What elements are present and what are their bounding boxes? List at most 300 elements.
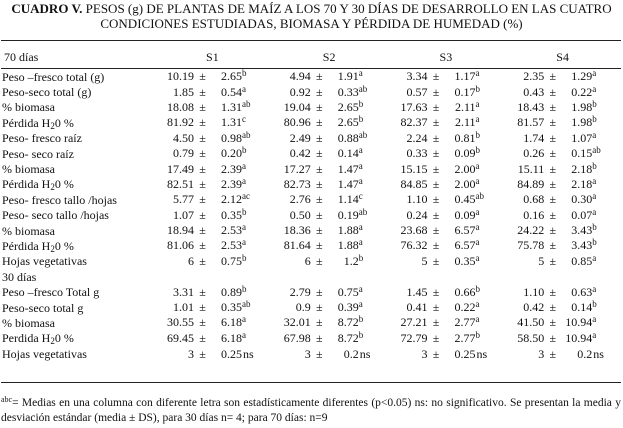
value-cell-content — [154, 131, 271, 146]
mean-value: 2.79 — [289, 284, 311, 299]
row-label-tail: 0 % — [54, 115, 74, 130]
sd-value: 0.22 — [571, 84, 593, 99]
plus-minus-symbol: ± — [199, 223, 206, 238]
mean-value: 1.74 — [523, 130, 545, 145]
mean-value: 1.85 — [173, 84, 194, 99]
significance-letter: a — [475, 222, 480, 233]
value-cell — [271, 100, 388, 115]
top-rule — [1, 40, 621, 41]
value-cell — [154, 254, 271, 269]
value-cell-content — [154, 315, 271, 330]
value-cell-content — [154, 115, 271, 130]
significance-letter: b — [358, 252, 364, 263]
plus-minus-symbol: ± — [199, 69, 206, 84]
footnote-superscript: abc — [1, 395, 13, 404]
significance-letter: b — [592, 299, 597, 310]
value-cell — [154, 238, 271, 253]
significance-letter: a — [592, 329, 597, 340]
mean-value: 2.76 — [289, 192, 311, 207]
sd-value: 0.30 — [571, 192, 593, 207]
significance-letter: a — [475, 160, 480, 171]
mean-value: 69.45 — [167, 330, 194, 345]
row-label — [2, 284, 154, 299]
significance-letter: b — [592, 98, 597, 109]
value-cell — [271, 238, 388, 253]
plus-minus-symbol: ± — [549, 300, 557, 315]
significance-letter: b — [475, 145, 480, 156]
plus-minus-symbol: ± — [432, 330, 440, 345]
row-label — [2, 146, 154, 161]
plus-minus-symbol: ± — [549, 176, 557, 191]
value-cell-content — [504, 177, 621, 192]
plus-minus-symbol: ± — [432, 253, 440, 268]
sd-value: 8.72 — [337, 315, 359, 330]
sd-value: 2.53 — [221, 223, 242, 238]
table-row — [2, 300, 621, 315]
plus-minus-symbol: ± — [432, 115, 440, 130]
sd-value: 1.47 — [337, 161, 359, 176]
value-cell-content — [154, 238, 271, 253]
value-cell-content — [271, 85, 388, 100]
significance-letter: a — [358, 222, 363, 233]
plus-minus-symbol: ± — [315, 161, 323, 176]
plus-minus-symbol: ± — [549, 192, 557, 207]
sd-value: 6.57 — [454, 238, 476, 253]
row-label-text: Pérdida H — [2, 177, 51, 192]
sd-value: 2.00 — [454, 176, 476, 191]
value-cell — [388, 284, 505, 299]
mean-value: 41.50 — [517, 315, 545, 330]
sd-value: 0.75 — [221, 253, 242, 268]
value-cell — [388, 238, 505, 253]
plus-minus-symbol: ± — [549, 161, 557, 176]
row-label-subscript: 2 — [50, 120, 55, 131]
significance-label: ns — [476, 346, 488, 361]
value-cell-content — [271, 100, 388, 115]
significance-letter: b — [242, 68, 247, 79]
plus-minus-symbol: ± — [315, 192, 323, 207]
value-cell — [271, 192, 388, 207]
plus-minus-symbol: ± — [315, 346, 323, 361]
table-title-line2: CONDICIONES ESTUDIADAS, BIOMASA Y PÉRDIDA DE HUMEDAD (%) — [100, 16, 523, 31]
row-label — [2, 161, 154, 176]
value-cell — [271, 161, 388, 176]
value-cell-content — [271, 162, 388, 177]
mean-value: 6 — [304, 253, 311, 268]
data-table — [2, 45, 621, 361]
value-cell — [388, 146, 505, 161]
significance-letter: b — [358, 314, 364, 325]
plus-minus-symbol: ± — [549, 84, 557, 99]
mean-value: 0.42 — [523, 300, 545, 315]
row-label — [2, 115, 154, 130]
sd-value: 0.89 — [221, 284, 242, 299]
period-label-30: 30 días — [2, 269, 37, 284]
value-cell — [271, 115, 388, 130]
mean-value: 19.04 — [283, 99, 311, 114]
mean-value: 18.08 — [167, 99, 194, 114]
value-cell — [154, 346, 271, 361]
value-cell — [388, 115, 505, 130]
significance-letter: ab — [358, 206, 368, 217]
sd-value: 6.18 — [221, 330, 242, 345]
value-cell — [271, 300, 388, 315]
significance-letter: a — [242, 237, 246, 248]
value-cell-content — [271, 146, 388, 161]
mean-value: 27.21 — [400, 315, 428, 330]
significance-letter: a — [592, 68, 597, 79]
significance-letter: a — [475, 314, 480, 325]
header-s2: S2 — [322, 49, 336, 64]
plus-minus-symbol: ± — [432, 130, 440, 145]
value-cell-content — [504, 254, 621, 269]
value-cell — [504, 331, 621, 346]
plus-minus-symbol: ± — [432, 315, 440, 330]
mean-value: 24.22 — [517, 223, 545, 238]
value-cell — [271, 177, 388, 192]
significance-letter: b — [358, 329, 364, 340]
significance-letter: b — [475, 283, 480, 294]
plus-minus-symbol: ± — [549, 223, 557, 238]
value-cell-content — [271, 208, 388, 223]
table-row — [2, 192, 621, 207]
mean-value: 2.49 — [289, 130, 311, 145]
significance-letter: b — [475, 329, 480, 340]
value-cell — [271, 84, 388, 99]
value-cell — [271, 69, 388, 84]
value-cell-content — [388, 85, 505, 100]
sd-value: 6.57 — [454, 223, 476, 238]
header-s4: S4 — [556, 49, 569, 64]
table-row — [2, 346, 621, 361]
mean-value: 84.85 — [400, 176, 428, 191]
sd-value: 2.11 — [454, 99, 476, 114]
mean-value: 2.24 — [406, 130, 428, 145]
row-label-text: Peso –fresco total (g) — [2, 69, 105, 84]
sd-value: 0.75 — [337, 284, 359, 299]
value-cell — [388, 69, 505, 84]
sd-value: 2.39 — [221, 176, 242, 191]
value-cell — [504, 300, 621, 315]
sd-value: 0.35 — [221, 300, 242, 315]
value-cell — [154, 84, 271, 99]
row-label-text: Peso- fresco raíz — [2, 131, 82, 146]
significance-letter: a — [242, 222, 246, 233]
row-label-text: % biomasa — [2, 100, 55, 115]
value-cell-content — [388, 285, 505, 300]
mean-value: 0.79 — [173, 146, 194, 161]
value-cell — [154, 100, 271, 115]
sd-value: 0.17 — [454, 84, 476, 99]
table-row — [2, 238, 621, 253]
sd-value: 10.94 — [565, 330, 593, 345]
value-cell — [388, 100, 505, 115]
sd-value: 0.14 — [571, 300, 593, 315]
significance-letter: b — [592, 114, 597, 125]
value-cell-content — [504, 69, 621, 84]
sd-value: 1.07 — [571, 130, 593, 145]
mean-value: 84.89 — [517, 176, 545, 191]
value-cell-content — [504, 347, 621, 361]
table-body — [2, 69, 621, 361]
plus-minus-symbol: ± — [315, 300, 323, 315]
mean-value: 72.79 — [400, 330, 428, 345]
row-label — [2, 84, 154, 99]
plus-minus-symbol: ± — [549, 284, 557, 299]
plus-minus-symbol: ± — [432, 284, 440, 299]
plus-minus-symbol: ± — [199, 161, 206, 176]
sd-value: 2.65 — [337, 115, 359, 130]
value-cell-content — [388, 300, 505, 315]
sd-value: 0.25 — [454, 346, 476, 361]
sd-value: 3.43 — [571, 223, 593, 238]
row-label-text: Peso-seco total g — [2, 300, 84, 315]
plus-minus-symbol: ± — [432, 69, 440, 84]
value-cell-content — [154, 69, 271, 84]
mean-value: 81.92 — [167, 115, 194, 130]
value-cell — [271, 331, 388, 346]
mean-value: 0.43 — [523, 84, 545, 99]
significance-letter: a — [475, 252, 480, 263]
row-label-text: Hojas vegetativas — [2, 346, 87, 361]
value-cell-content — [271, 285, 388, 300]
value-cell-content — [271, 300, 388, 315]
significance-label: ns — [243, 346, 254, 361]
significance-letter: a — [475, 98, 480, 109]
table-row — [2, 284, 621, 299]
table-title-line1: PESOS (g) DE PLANTAS DE MAÍZ A LOS 70 Y 30 DÍAS DE DESARROLLO EN LAS CUATRO — [85, 1, 612, 16]
value-cell — [504, 284, 621, 299]
table-row — [2, 115, 621, 130]
sd-value: 0.09 — [454, 207, 476, 222]
value-cell-content — [504, 315, 621, 330]
table-row — [2, 315, 621, 330]
plus-minus-symbol: ± — [315, 238, 323, 253]
significance-letter: a — [242, 329, 246, 340]
value-cell-content — [504, 100, 621, 115]
value-cell — [154, 300, 271, 315]
table-title-label: CUADRO V. — [11, 1, 83, 16]
significance-letter: b — [592, 160, 597, 171]
sd-value: 0.98 — [221, 130, 242, 145]
plus-minus-symbol: ± — [315, 223, 323, 238]
value-cell-content — [388, 223, 505, 238]
plus-minus-symbol: ± — [199, 130, 206, 145]
row-label-tail: 0 % — [54, 177, 74, 192]
significance-letter: b — [242, 252, 247, 263]
value-cell-content — [388, 208, 505, 223]
value-cell — [271, 284, 388, 299]
row-label-subscript: 2 — [50, 336, 55, 347]
significance-letter: a — [242, 83, 246, 94]
significance-letter: b — [592, 237, 597, 248]
significance-letter: a — [358, 160, 363, 171]
mean-value: 17.27 — [283, 161, 311, 176]
plus-minus-symbol: ± — [549, 346, 557, 361]
mean-value: 0.57 — [406, 84, 428, 99]
value-cell-content — [388, 177, 505, 192]
row-label — [2, 223, 154, 238]
bottom-rule — [1, 382, 621, 383]
value-cell — [504, 146, 621, 161]
sd-value: 0.88 — [337, 130, 359, 145]
sd-value: 0.2 — [343, 346, 359, 361]
plus-minus-symbol: ± — [432, 146, 440, 161]
sd-value: 0.2 — [577, 346, 593, 361]
significance-letter: a — [475, 237, 480, 248]
significance-letter: a — [358, 175, 363, 186]
mean-value: 0.33 — [406, 146, 428, 161]
sd-value: 0.15 — [571, 146, 593, 161]
row-label — [2, 331, 154, 346]
sd-value: 2.11 — [454, 115, 476, 130]
value-cell-content — [388, 69, 505, 84]
value-cell — [388, 84, 505, 99]
mean-value: 5 — [421, 253, 428, 268]
plus-minus-symbol: ± — [549, 69, 557, 84]
value-cell — [154, 331, 271, 346]
table-row — [2, 208, 621, 223]
significance-letter: ab — [475, 191, 484, 202]
row-label-tail: 0 % — [54, 238, 74, 253]
value-cell — [388, 300, 505, 315]
significance-letter: b — [242, 145, 247, 156]
value-cell-content — [388, 192, 505, 207]
value-cell-content — [388, 315, 505, 330]
plus-minus-symbol: ± — [199, 84, 206, 99]
mean-value: 82.51 — [167, 176, 194, 191]
sd-value: 1.98 — [571, 99, 593, 114]
plus-minus-symbol: ± — [315, 115, 323, 130]
value-cell — [504, 223, 621, 238]
table-row — [2, 254, 621, 269]
significance-letter: c — [242, 114, 246, 125]
sd-value: 2.18 — [571, 161, 593, 176]
plus-minus-symbol: ± — [315, 146, 323, 161]
mean-value: 1.10 — [523, 284, 545, 299]
value-cell-content — [504, 146, 621, 161]
value-cell-content — [388, 331, 505, 346]
plus-minus-symbol: ± — [549, 146, 557, 161]
plus-minus-symbol: ± — [199, 284, 206, 299]
mean-value: 0.16 — [523, 207, 545, 222]
mean-value: 0.24 — [406, 207, 428, 222]
significance-letter: a — [358, 283, 363, 294]
value-cell — [504, 192, 621, 207]
value-cell-content — [154, 285, 271, 300]
mean-value: 4.94 — [289, 69, 311, 84]
mean-value: 0.50 — [289, 207, 311, 222]
mean-value: 3.31 — [173, 284, 194, 299]
plus-minus-symbol: ± — [315, 253, 323, 268]
sd-value: 1.88 — [337, 238, 359, 253]
value-cell-content — [388, 254, 505, 269]
value-cell — [271, 346, 388, 361]
value-cell-content — [388, 131, 505, 146]
plus-minus-symbol: ± — [549, 115, 557, 130]
sd-value: 0.45 — [454, 192, 476, 207]
plus-minus-symbol: ± — [432, 176, 440, 191]
significance-letter: a — [358, 68, 363, 79]
mean-value: 80.96 — [283, 115, 311, 130]
significance-letter: a — [475, 175, 480, 186]
row-label-text: % biomasa — [2, 162, 55, 177]
value-cell — [154, 115, 271, 130]
table-row — [2, 69, 621, 84]
table-row — [2, 177, 621, 192]
sd-value: 2.12 — [221, 192, 242, 207]
value-cell-content — [271, 131, 388, 146]
value-cell — [504, 84, 621, 99]
sd-value: 0.54 — [221, 84, 242, 99]
row-label-text: Peso- seco tallo /hojas — [2, 208, 109, 223]
value-cell — [388, 346, 505, 361]
value-cell — [154, 284, 271, 299]
value-cell — [504, 177, 621, 192]
mean-value: 3 — [538, 346, 545, 361]
sd-value: 1.2 — [343, 253, 359, 268]
plus-minus-symbol: ± — [549, 99, 557, 114]
mean-value: 0.42 — [289, 146, 311, 161]
sd-value: 0.81 — [454, 130, 476, 145]
value-cell-content — [388, 100, 505, 115]
sd-value: 0.66 — [454, 284, 476, 299]
mean-value: 82.73 — [283, 176, 311, 191]
sd-value: 0.63 — [571, 284, 593, 299]
mean-value: 3 — [421, 346, 428, 361]
plus-minus-symbol: ± — [315, 99, 323, 114]
significance-letter: a — [592, 206, 597, 217]
value-cell-content — [271, 238, 388, 253]
sd-value: 2.77 — [454, 330, 476, 345]
sd-value: 2.39 — [221, 161, 242, 176]
sd-value: 2.00 — [454, 161, 476, 176]
plus-minus-symbol: ± — [315, 330, 323, 345]
sd-value: 1.29 — [571, 69, 593, 84]
mean-value: 81.57 — [517, 115, 545, 130]
value-cell-content — [271, 192, 388, 207]
sd-value: 0.20 — [221, 146, 242, 161]
sd-value: 2.65 — [337, 99, 359, 114]
significance-letter: ab — [242, 299, 251, 310]
value-cell — [154, 223, 271, 238]
mean-value: 10.19 — [167, 69, 194, 84]
significance-letter: a — [358, 237, 363, 248]
significance-letter: a — [242, 175, 246, 186]
value-cell — [271, 223, 388, 238]
significance-letter: a — [475, 299, 480, 310]
row-label-text: Pérdida H — [2, 238, 51, 253]
value-cell-content — [154, 146, 271, 161]
value-cell-content — [504, 192, 621, 207]
value-cell — [154, 131, 271, 146]
plus-minus-symbol: ± — [432, 238, 440, 253]
plus-minus-symbol: ± — [432, 161, 440, 176]
header-s3: S3 — [439, 49, 453, 64]
significance-letter: a — [358, 299, 363, 310]
plus-minus-symbol: ± — [549, 207, 557, 222]
footnote — [1, 396, 621, 425]
row-label — [2, 177, 154, 192]
plus-minus-symbol: ± — [199, 192, 206, 207]
plus-minus-symbol: ± — [432, 207, 440, 222]
row-label — [2, 100, 154, 115]
sd-value: 8.72 — [337, 330, 359, 345]
value-cell — [388, 177, 505, 192]
value-cell — [504, 115, 621, 130]
significance-letter: a — [475, 68, 480, 79]
mean-value: 18.36 — [283, 223, 311, 238]
